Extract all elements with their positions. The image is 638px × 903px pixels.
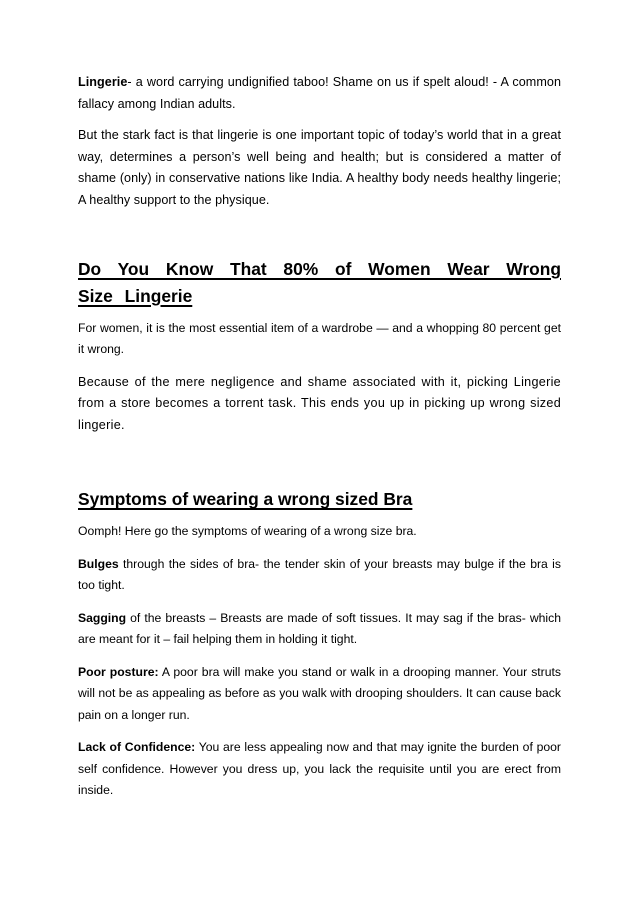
section-heading-wrong-size: Do You Know That 80% of Women Wear Wrong Size Lingerie [78,258,561,306]
symptom-term: Sagging [78,610,127,625]
section1-paragraph-2: Because of the mere negligence and shame associated with it, picking Lingerie from a store becomes a torrent task. This ends you up in picking up wrong sized lingerie. [78,374,561,432]
symptom-item [78,554,561,597]
symptom-item [78,608,561,651]
section1-paragraph-1: For women, it is the most essential item of a wardrobe — and a whopping 80 percent get it wrong. [78,320,561,357]
symptom-item [78,737,561,802]
intro-paragraph-1 [78,72,561,115]
symptoms-intro: Oomph! Here go the symptoms of wearing of a wrong size bra. [78,524,417,539]
symptom-text: through the sides of bra- the tender skin of your breasts may bulge if the bra is too tight. [78,556,561,593]
symptom-term: Poor posture: [78,664,159,679]
symptom-term: Bulges [78,556,119,571]
symptom-text: A poor bra will make you stand or walk in a drooping manner. Your struts will not be as appealing as before as you walk with drooping shoulders. It can cause back pain on a longer run. [78,664,561,722]
symptom-term: Lack of Confidence: [78,740,196,755]
symptom-text: of the breasts – Breasts are made of soft tissues. It may sag if the bras- which are meant for it – fail helping them in holding it tight. [78,610,561,647]
intro-paragraph-1-text: - a word carrying undignified taboo! Shame on us if spelt aloud! - A common fallacy among Indian adults. [78,75,561,111]
intro-paragraph-2: But the stark fact is that lingerie is one important topic of today’s world that in a great way, determines a person’s well being and health; but is considered a matter of shame (only) in conservative nations like India. A healthy body needs healthy lingerie; A healthy support to the physique. [78,128,561,207]
document-page [78,72,561,813]
lingerie-term: Lingerie [78,75,128,89]
symptom-item [78,662,561,727]
symptom-text: You are less appealing now and that may ignite the burden of poor self confidence. However you dress up, you lack the requisite until you are erect from inside. [78,740,561,798]
section-heading-symptoms: Symptoms of wearing a wrong sized Bra [78,489,413,510]
